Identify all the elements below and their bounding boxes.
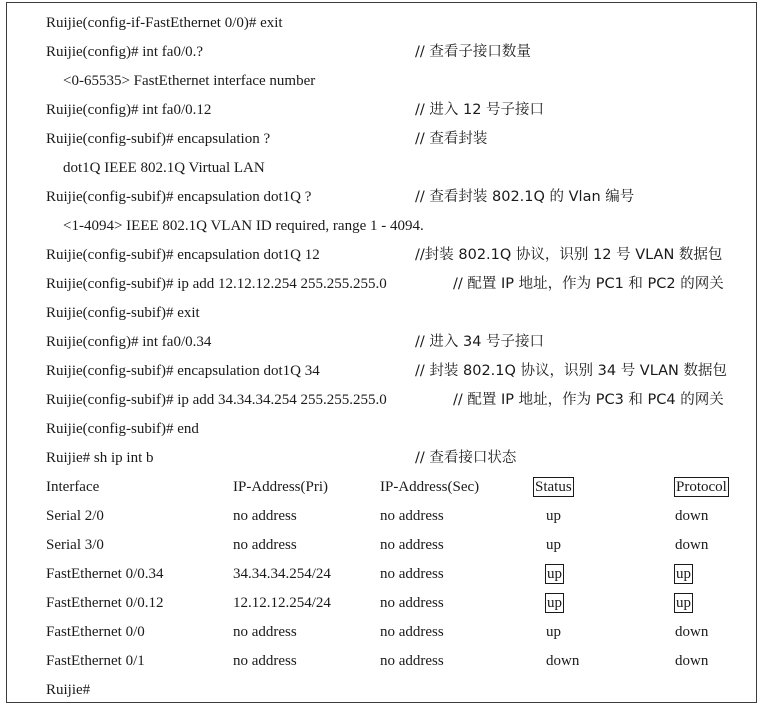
command-text: Ruijie(config-subif)# encapsulation dot1Q ? <box>46 189 312 205</box>
command-line <box>7 444 756 473</box>
command-line <box>7 357 756 386</box>
command-text: Ruijie(config)# int fa0/0.34 <box>46 334 212 350</box>
protocol-cell <box>674 560 693 589</box>
status-header-box: Status <box>535 479 572 495</box>
interface-table-header <box>7 473 756 502</box>
ip-pri-cell: 12.12.12.254/24 <box>233 595 331 611</box>
prompt-line <box>7 676 756 705</box>
command-comment: // 进入 12 号子接口 <box>415 102 545 118</box>
ip-sec-cell: no address <box>380 537 444 553</box>
protocol-up-box: up <box>676 566 691 582</box>
command-comment: // 进入 34 号子接口 <box>415 334 545 350</box>
protocol-cell: down <box>675 653 709 669</box>
command-comment: //封装 802.1Q 协议，识别 12 号 VLAN 数据包 <box>415 247 723 263</box>
command-line <box>7 415 756 444</box>
command-line <box>7 125 756 154</box>
command-text: Ruijie(config-subif)# ip add 34.34.34.254 255.255.255.0 <box>46 392 387 408</box>
cli-prompt: Ruijie# <box>46 682 91 698</box>
ip-pri-cell: 34.34.34.254/24 <box>233 566 331 582</box>
command-text: Ruijie(config-subif)# ip add 12.12.12.254 255.255.255.0 <box>46 276 387 292</box>
column-header-ip-pri: IP-Address(Pri) <box>233 479 328 495</box>
ip-sec-cell: no address <box>380 653 444 669</box>
ip-pri-cell: no address <box>233 624 297 640</box>
status-cell <box>545 589 564 618</box>
protocol-cell: down <box>675 537 709 553</box>
table-row <box>7 618 756 647</box>
status-cell: up <box>546 537 561 553</box>
protocol-header-box: Protocol <box>676 479 727 495</box>
command-comment: // 配置 IP 地址，作为 PC1 和 PC2 的网关 <box>453 276 724 292</box>
protocol-up-box: up <box>676 595 691 611</box>
command-text: Ruijie(config)# int fa0/0.12 <box>46 102 212 118</box>
command-line <box>7 241 756 270</box>
terminal-transcript-frame <box>6 2 757 703</box>
column-header-ip-sec: IP-Address(Sec) <box>380 479 480 495</box>
help-output-line <box>7 212 756 241</box>
status-cell <box>545 560 564 589</box>
command-comment: // 配置 IP 地址，作为 PC3 和 PC4 的网关 <box>453 392 724 408</box>
command-comment: // 查看封装 <box>415 131 488 147</box>
command-line <box>7 270 756 299</box>
status-cell: down <box>546 653 580 669</box>
command-line <box>7 386 756 415</box>
command-line <box>7 9 756 38</box>
command-line <box>7 96 756 125</box>
command-text: Ruijie(config-subif)# encapsulation ? <box>46 131 271 147</box>
command-text: Ruijie(config-if-FastEthernet 0/0)# exit <box>46 15 283 31</box>
command-comment: // 查看封装 802.1Q 的 Vlan 编号 <box>415 189 635 205</box>
command-line <box>7 328 756 357</box>
command-comment: // 查看子接口数量 <box>415 44 531 60</box>
interface-cell: FastEthernet 0/0.12 <box>46 595 164 611</box>
table-row <box>7 531 756 560</box>
ip-sec-cell: no address <box>380 508 444 524</box>
column-header-interface: Interface <box>46 479 100 495</box>
command-line <box>7 183 756 212</box>
table-row <box>7 589 756 618</box>
command-text: Ruijie(config)# int fa0/0.? <box>46 44 204 60</box>
interface-cell: Serial 2/0 <box>46 508 104 524</box>
column-header-status <box>533 473 574 502</box>
command-text: dot1Q IEEE 802.1Q Virtual LAN <box>63 160 265 176</box>
command-line <box>7 38 756 67</box>
protocol-cell <box>674 589 693 618</box>
ip-pri-cell: no address <box>233 653 297 669</box>
ip-pri-cell: no address <box>233 537 297 553</box>
table-row <box>7 647 756 676</box>
ip-sec-cell: no address <box>380 624 444 640</box>
interface-cell: FastEthernet 0/0.34 <box>46 566 164 582</box>
command-text: Ruijie(config-subif)# encapsulation dot1Q 34 <box>46 363 320 379</box>
table-row <box>7 502 756 531</box>
command-text: Ruijie# sh ip int b <box>46 450 154 466</box>
command-text: Ruijie(config-subif)# end <box>46 421 199 437</box>
command-line <box>7 299 756 328</box>
column-header-protocol <box>674 473 729 502</box>
command-text: <0-65535> FastEthernet interface number <box>63 73 316 89</box>
command-comment: // 查看接口状态 <box>415 450 517 466</box>
status-up-box: up <box>547 595 562 611</box>
interface-cell: FastEthernet 0/1 <box>46 653 145 669</box>
help-output-line <box>7 67 756 96</box>
protocol-cell: down <box>675 508 709 524</box>
status-up-box: up <box>547 566 562 582</box>
ip-sec-cell: no address <box>380 566 444 582</box>
interface-cell: Serial 3/0 <box>46 537 104 553</box>
interface-cell: FastEthernet 0/0 <box>46 624 145 640</box>
help-output-line <box>7 154 756 183</box>
table-row <box>7 560 756 589</box>
command-text: Ruijie(config-subif)# encapsulation dot1Q 12 <box>46 247 320 263</box>
command-comment: // 封装 802.1Q 协议，识别 34 号 VLAN 数据包 <box>415 363 728 379</box>
status-cell: up <box>546 508 561 524</box>
command-text: <1-4094> IEEE 802.1Q VLAN ID required, range 1 - 4094. <box>63 218 424 234</box>
ip-pri-cell: no address <box>233 508 297 524</box>
command-text: Ruijie(config-subif)# exit <box>46 305 200 321</box>
status-cell: up <box>546 624 561 640</box>
ip-sec-cell: no address <box>380 595 444 611</box>
protocol-cell: down <box>675 624 709 640</box>
